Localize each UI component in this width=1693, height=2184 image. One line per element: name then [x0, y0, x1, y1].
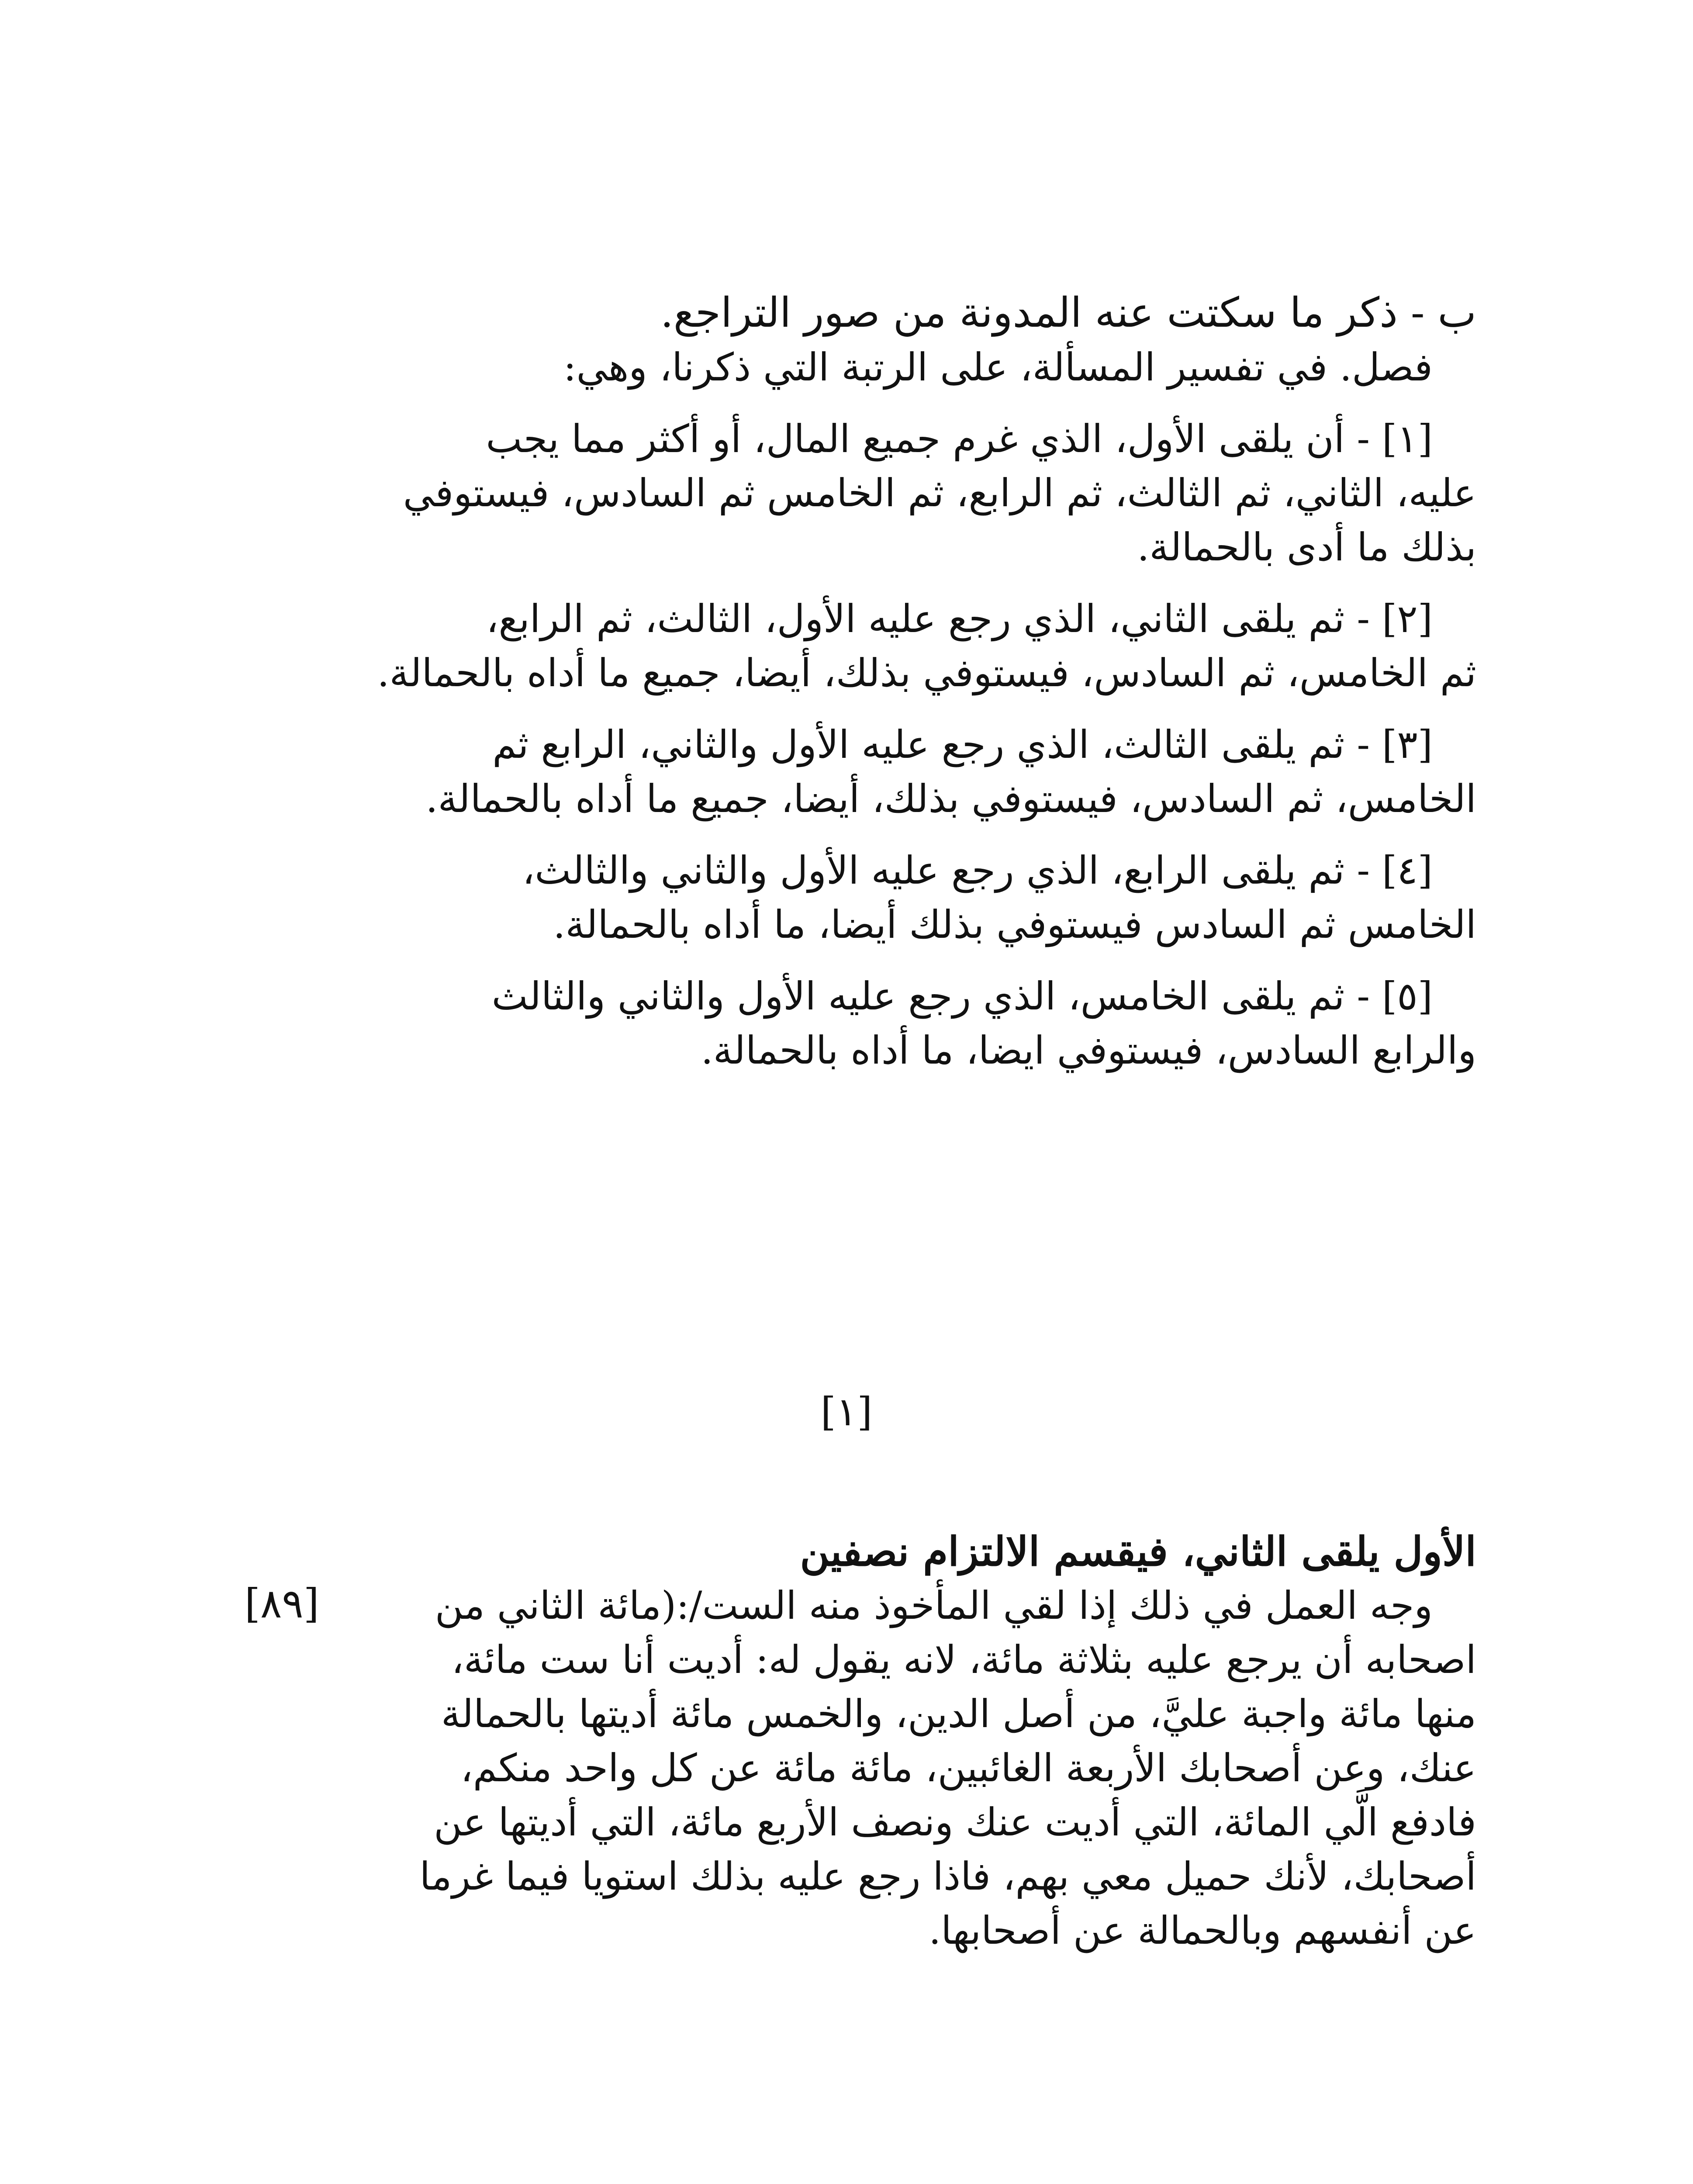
item-2-line-2: ثم الخامس، ثم السادس، فيستوفي بذلك، أيضا، جميع ما أداه بالحمالة.: [377, 650, 1476, 695]
item-3-line-2: الخامس، ثم السادس، فيستوفي بذلك، أيضا، جميع ما أداه بالحمالة.: [425, 776, 1476, 821]
case-line-6: أصحابك، لأنك حميل معي بهم، فاذا رجع عليه بذلك استويا فيما غرما: [419, 1854, 1476, 1899]
case-line-5: فادفع الَّي المائة، التي أديت عنك ونصف الأربع مائة، التي أديتها عن: [434, 1800, 1476, 1845]
item-4-line-1: [٤] - ثم يلقى الرابع، الذي رجع عليه الأول والثاني والثالث،: [522, 848, 1433, 893]
item-5-line-1: [٥] - ثم يلقى الخامس، الذي رجع عليه الأول والثاني والثالث: [491, 974, 1433, 1019]
list-item-4: [358, 843, 1476, 952]
case-number-marker: [١]: [820, 1389, 873, 1435]
list-item-2: [358, 592, 1476, 700]
item-1-line-1: [١] - أن يلقى الأول، الذي غرم جميع المال، أو أكثر مما يجب: [486, 416, 1433, 461]
case-line-3: منها مائة واجبة عليَّ، من أصل الدين، والخمس مائة أديتها بالحمالة: [441, 1691, 1476, 1736]
case-line-2: اصحابه أن يرجع عليه بثلاثة مائة، لانه يقول له: أديت أنا ست مائة،: [451, 1637, 1476, 1682]
section-b: [358, 286, 1476, 1078]
case-heading: الأول يلقى الثاني، فيقسم الالتزام نصفين: [800, 1528, 1476, 1575]
case-line-7: عن أنفسهم وبالحمالة عن أصحابها.: [929, 1908, 1476, 1953]
case-line-4: عنك، وعن أصحابك الأربعة الغائبين، مائة مائة عن كل واحد منكم،: [460, 1745, 1476, 1790]
list-item-3: [358, 718, 1476, 826]
section-b-intro: فصل. في تفسير المسألة، على الرتبة التي ذكرنا، وهي:: [563, 345, 1433, 390]
item-1-line-3: بذلك ما أدى بالحمالة.: [1137, 525, 1476, 570]
list-item-1: [358, 412, 1476, 574]
case-section: [358, 1524, 1476, 1958]
list-item-5: [358, 969, 1476, 1078]
case-line-1: وجه العمل في ذلك إذا لقي المأخوذ منه الست/:(مائة الثاني من: [435, 1583, 1433, 1628]
item-4-line-2: الخامس ثم السادس فيستوفي بذلك أيضا، ما أداه بالحمالة.: [553, 902, 1476, 947]
item-2-line-1: [٢] - ثم يلقى الثاني، الذي رجع عليه الأول، الثالث، ثم الرابع،: [486, 596, 1433, 641]
item-1-line-2: عليه، الثاني، ثم الثالث، ثم الرابع، ثم الخامس ثم السادس، فيستوفي: [403, 470, 1476, 515]
margin-reference: [٨٩]: [245, 1580, 319, 1627]
item-5-line-2: والرابع السادس، فيستوفي ايضا، ما أداه بالحمالة.: [701, 1028, 1476, 1073]
item-3-line-1: [٣] - ثم يلقى الثالث، الذي رجع عليه الأول والثاني، الرابع ثم: [492, 722, 1433, 767]
section-b-heading: ب - ذكر ما سكتت عنه المدونة من صور التراجع.: [660, 289, 1476, 337]
